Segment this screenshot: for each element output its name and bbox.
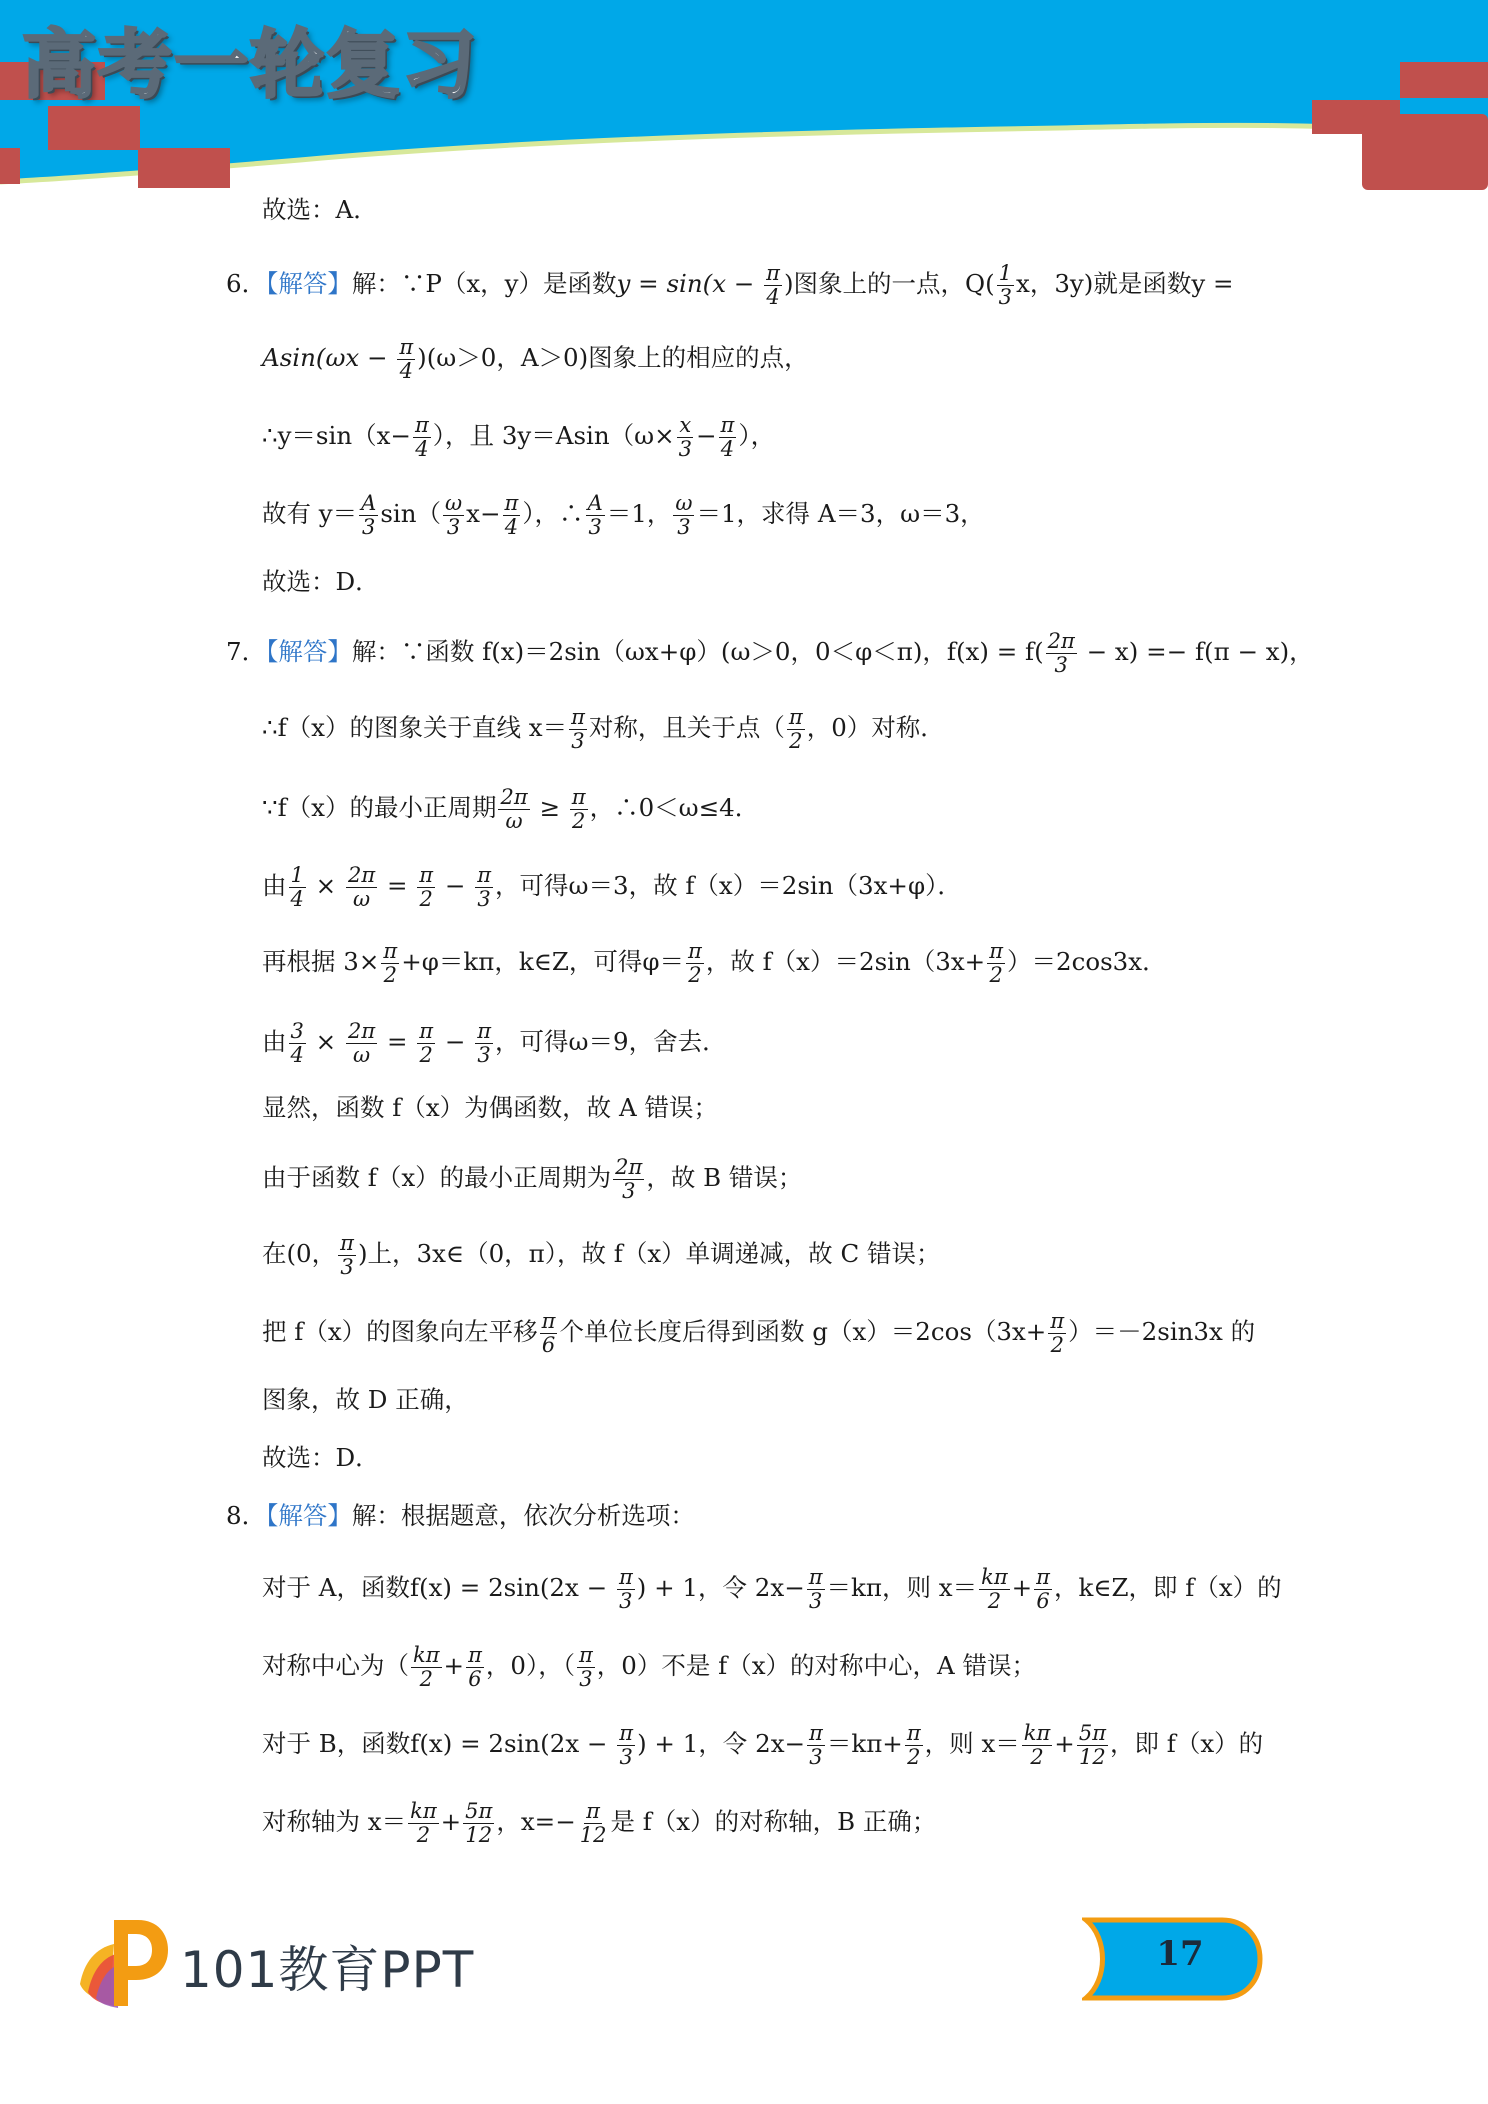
answer-8-line: 对称中心为（ $\frac{k\pi}{2}$ + $\frac{\pi}{6}$ ，0），（ $\frac{\pi}{3}$ ，0）不是 f（x）的对称中心，A 错误； xyxy=(262,1643,1037,1692)
text-line: 故选：A． xyxy=(262,195,378,224)
logo-icon xyxy=(74,1914,170,2010)
answer-7-line: 把 f（x）的图象向左平移 $\frac{\pi}{6}$ 个单位长度后得到函数 g（x）＝2cos（3x+ $\frac{\pi}{2}$ ）＝－2sin3x 的 xyxy=(262,1309,1256,1358)
answer-8-line: 对称轴为 x＝ $\frac{k\pi}{2}$ + $\frac{5\pi}{12}$ ，x=− $\frac{\pi}{12}$ 是 f（x）的对称轴，B 正确； xyxy=(262,1799,937,1848)
answer-7-line: 再根据 3× $\frac{\pi}{2}$ +φ＝kπ，k∈Z，可得φ＝ $\frac{\pi}{2}$ ，故 f（x）＝2sin（3x+ $\frac{\pi}{2}$ ）＝2cos3x． xyxy=(262,939,1167,988)
answer-8-line: 8．【解答】解：根据题意，依次分析选项： xyxy=(226,1501,695,1530)
banner-title: 高考一轮复习 xyxy=(22,22,478,108)
answer-7-line: 显然，函数 f（x）为偶函数，故 A 错误； xyxy=(262,1093,718,1122)
brand-name: 101教育PPT xyxy=(180,1941,475,1999)
answer-7-line: 由于函数 f（x）的最小正周期为 $\frac{2\pi}{3}$ ，故 B 错误； xyxy=(262,1155,803,1204)
answer-7-line: 图象，故 D 正确， xyxy=(262,1385,469,1414)
answer-8-line: 对于 B，函数f(x) = 2sin(2x − $\frac{\pi}{3}$ ) + 1，令 2x− $\frac{\pi}{3}$ ＝kπ+ $\frac{\pi}{2}$ ，则 x＝ $\frac{k\pi}{2}$ + $\frac{5\pi}{12}$ ，即 f（x）的 xyxy=(262,1721,1264,1770)
answer-7-line: 7．【解答】解：∵函数 f(x)＝2sin（ωx+φ）(ω＞0，0＜φ＜π)，f(x) = f( $\frac{2\pi}{3}$ − x) =− f(π − x)， xyxy=(226,629,1314,678)
answer-7-line: 由 $\frac{1}{4}$ × $\frac{2\pi}{\omega}$ = $\frac{\pi}{2}$ − $\frac{\pi}{3}$ ，可得ω＝3，故 f（x）＝2sin（3x+φ）． xyxy=(262,863,962,912)
answer-8-line: 对于 A，函数f(x) = 2sin(2x − $\frac{\pi}{3}$ ) + 1，令 2x− $\frac{\pi}{3}$ ＝kπ，则 x＝ $\frac{k\pi}{2}$ + $\frac{\pi}{6}$ ，k∈Z，即 f（x）的 xyxy=(262,1565,1282,1614)
answer-7-line: ∵f（x）的最小正周期 $\frac{2\pi}{\omega}$ ≥ $\frac{\pi}{2}$ ，∴0＜ω≤4． xyxy=(262,785,760,834)
page-number: 17 xyxy=(1156,1934,1204,1974)
answer-7-line: ∴f（x）的图象关于直线 x＝ $\frac{\pi}{3}$ 对称，且关于点（ $\frac{\pi}{2}$ ，0）对称． xyxy=(262,705,945,754)
answer-7-line: 由 $\frac{3}{4}$ × $\frac{2\pi}{\omega}$ = $\frac{\pi}{2}$ − $\frac{\pi}{3}$ ，可得ω＝9，舍去． xyxy=(262,1019,727,1068)
answer-7-line: 故选：D． xyxy=(262,1443,380,1472)
answer-6-line: 故选：D． xyxy=(262,567,380,596)
answer-tag: 【解答】 xyxy=(266,1501,352,1530)
answer-tag: 【解答】 xyxy=(266,637,352,667)
answer-6-line: ∴y＝sin（x− $\frac{\pi}{4}$ ），且 3y＝Asin（ω× $\frac{x}{3}$ − $\frac{\pi}{4}$ ）， xyxy=(262,413,776,462)
answer-6-line: Asin(ωx − $\frac{\pi}{4}$ )(ω＞0，A＞0)图象上的相应的点， xyxy=(262,335,809,384)
answer-6-line: 6．【解答】解：∵P（x，y）是函数y = sin(x − $\frac{\pi}{4}$ )图象上的一点，Q( $\frac{1}{3}$ x，3y)就是函数y = xyxy=(226,261,1234,310)
answer-6-line: 故有 y＝ $\frac{A}{3}$ sin（ $\frac{\omega}{3}$ x− $\frac{\pi}{4}$ ），∴ $\frac{A}{3}$ ＝1， $\frac{\omega}{3}$ ＝1，求得 A＝3，ω＝3， xyxy=(262,491,985,540)
answer-tag: 【解答】 xyxy=(266,269,352,299)
answer-7-line: 在(0， $\frac{\pi}{3}$ )上，3x∈（0，π），故 f（x）单调递减，故 C 错误； xyxy=(262,1231,941,1280)
